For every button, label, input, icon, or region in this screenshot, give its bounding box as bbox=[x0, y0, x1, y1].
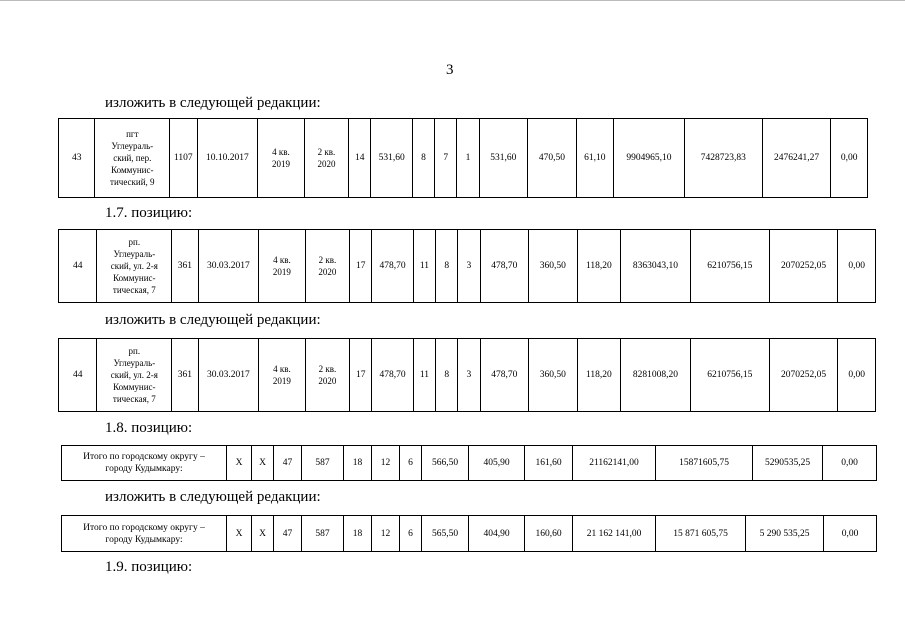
table-row bbox=[59, 119, 868, 198]
cell-value: 5290535,25 bbox=[753, 446, 823, 481]
heading-position-1-9: 1.9. позицию: bbox=[105, 559, 193, 575]
position-table-44-new bbox=[58, 338, 876, 412]
cell-value: 405,90 bbox=[469, 446, 525, 481]
cell-value: 118,20 bbox=[577, 339, 620, 412]
cell-value: 8 bbox=[412, 119, 434, 198]
cell-value: 17 bbox=[350, 339, 372, 412]
cell-value: 12 bbox=[372, 446, 400, 481]
cell-value: 478,70 bbox=[480, 230, 529, 303]
cell-value: 7 bbox=[435, 119, 457, 198]
cell-value: 470,50 bbox=[528, 119, 577, 198]
cell-value: 21 162 141,00 bbox=[573, 516, 656, 552]
cell-planned-start: 4 кв. 2019 bbox=[259, 339, 306, 412]
cell-value: 47 bbox=[274, 516, 302, 552]
cell-value: 7428723,83 bbox=[684, 119, 762, 198]
cell-planned-end: 2 кв. 2020 bbox=[305, 339, 349, 412]
cell-value: 2070252,05 bbox=[769, 339, 838, 412]
cell-value: 565,50 bbox=[422, 516, 469, 552]
cell-value: 9904965,10 bbox=[614, 119, 685, 198]
cell-value: 6210756,15 bbox=[690, 230, 769, 303]
cell-value: 478,70 bbox=[372, 339, 413, 412]
cell-total-label: Итого по городскому округу – городу Кудымкару: bbox=[62, 516, 227, 552]
cell-value: 8363043,10 bbox=[621, 230, 691, 303]
cell-planned-start: 4 кв. 2019 bbox=[258, 119, 305, 198]
cell-value: 8 bbox=[436, 339, 458, 412]
cell-date: 30.03.2017 bbox=[198, 339, 259, 412]
cell-value: 6 bbox=[400, 516, 422, 552]
cell-value: 21162141,00 bbox=[573, 446, 656, 481]
cell-doc-number: 1107 bbox=[170, 119, 197, 198]
cell-date: 30.03.2017 bbox=[198, 230, 259, 303]
cell-value: 5 290 535,25 bbox=[746, 516, 824, 552]
cell-number: 43 bbox=[59, 119, 95, 198]
cell-value: 587 bbox=[302, 516, 344, 552]
cell-value: 6210756,15 bbox=[690, 339, 769, 412]
heading-new-edition-1: изложить в следующей редакции: bbox=[105, 95, 321, 111]
cell-value: 566,50 bbox=[422, 446, 469, 481]
heading-position-1-8: 1.8. позицию: bbox=[105, 420, 193, 436]
cell-value: 360,50 bbox=[529, 230, 578, 303]
cell-value: 11 bbox=[413, 230, 435, 303]
cell-value: 2476241,27 bbox=[762, 119, 831, 198]
cell-value: 61,10 bbox=[576, 119, 613, 198]
cell-planned-end: 2 кв. 2020 bbox=[305, 230, 349, 303]
scan-edge-line bbox=[0, 0, 905, 1]
cell-total-label: Итого по городскому округу – городу Кудымкару: bbox=[62, 446, 227, 481]
cell-value: 11 bbox=[413, 339, 435, 412]
heading-new-edition-2: изложить в следующей редакции: bbox=[105, 312, 321, 328]
cell-value: 8 bbox=[436, 230, 458, 303]
cell-address: рп. Углеураль- ский, ул. 2-я Коммунис- тическая, 7 bbox=[97, 230, 172, 303]
total-table-old bbox=[61, 445, 877, 481]
cell-value: 531,60 bbox=[371, 119, 412, 198]
cell-number: 44 bbox=[59, 339, 97, 412]
cell-planned-start: 4 кв. 2019 bbox=[259, 230, 306, 303]
heading-position-1-7: 1.7. позицию: bbox=[105, 205, 193, 221]
cell-doc-number: 361 bbox=[172, 339, 198, 412]
cell-address: рп. Углеураль- ский, ул. 2-я Коммунис- тическая, 7 bbox=[97, 339, 172, 412]
cell-value: 160,60 bbox=[525, 516, 573, 552]
cell-value: 12 bbox=[372, 516, 400, 552]
cell-value: 15871605,75 bbox=[656, 446, 753, 481]
cell-value: 161,60 bbox=[525, 446, 573, 481]
table-row bbox=[59, 339, 876, 412]
cell-value: 360,50 bbox=[529, 339, 578, 412]
cell-value: Х bbox=[252, 516, 274, 552]
cell-value: 0,00 bbox=[824, 516, 877, 552]
page-number: 3 bbox=[446, 62, 454, 78]
cell-value: 0,00 bbox=[838, 230, 876, 303]
cell-value: 18 bbox=[344, 446, 372, 481]
cell-value: 18 bbox=[344, 516, 372, 552]
cell-doc-number: 361 bbox=[172, 230, 198, 303]
cell-value: 8281008,20 bbox=[621, 339, 691, 412]
cell-value: 0,00 bbox=[831, 119, 868, 198]
cell-value: 531,60 bbox=[479, 119, 528, 198]
heading-new-edition-3: изложить в следующей редакции: bbox=[105, 489, 321, 505]
cell-value: Х bbox=[252, 446, 274, 481]
cell-address: пгт Углеураль- ский, пер. Коммунис- тический, 9 bbox=[95, 119, 170, 198]
cell-value: 478,70 bbox=[372, 230, 413, 303]
position-table-43 bbox=[58, 118, 868, 198]
cell-value: 0,00 bbox=[838, 339, 876, 412]
cell-value: 404,90 bbox=[469, 516, 525, 552]
cell-value: Х bbox=[227, 446, 252, 481]
cell-value: Х bbox=[227, 516, 252, 552]
cell-number: 44 bbox=[59, 230, 97, 303]
table-row bbox=[59, 230, 876, 303]
cell-value: 17 bbox=[350, 230, 372, 303]
cell-value: 15 871 605,75 bbox=[656, 516, 746, 552]
cell-value: 478,70 bbox=[480, 339, 529, 412]
table-row bbox=[62, 446, 877, 481]
cell-planned-end: 2 кв. 2020 bbox=[304, 119, 348, 198]
cell-value: 6 bbox=[400, 446, 422, 481]
cell-value: 0,00 bbox=[823, 446, 877, 481]
position-table-44-old bbox=[58, 229, 876, 303]
cell-value: 3 bbox=[458, 230, 480, 303]
total-table-new bbox=[61, 515, 877, 552]
cell-value: 14 bbox=[349, 119, 371, 198]
table-row bbox=[62, 516, 877, 552]
cell-value: 587 bbox=[302, 446, 344, 481]
cell-value: 1 bbox=[457, 119, 479, 198]
cell-value: 3 bbox=[458, 339, 480, 412]
cell-value: 118,20 bbox=[577, 230, 620, 303]
cell-value: 2070252,05 bbox=[769, 230, 838, 303]
cell-date: 10.10.2017 bbox=[197, 119, 258, 198]
cell-value: 47 bbox=[274, 446, 302, 481]
